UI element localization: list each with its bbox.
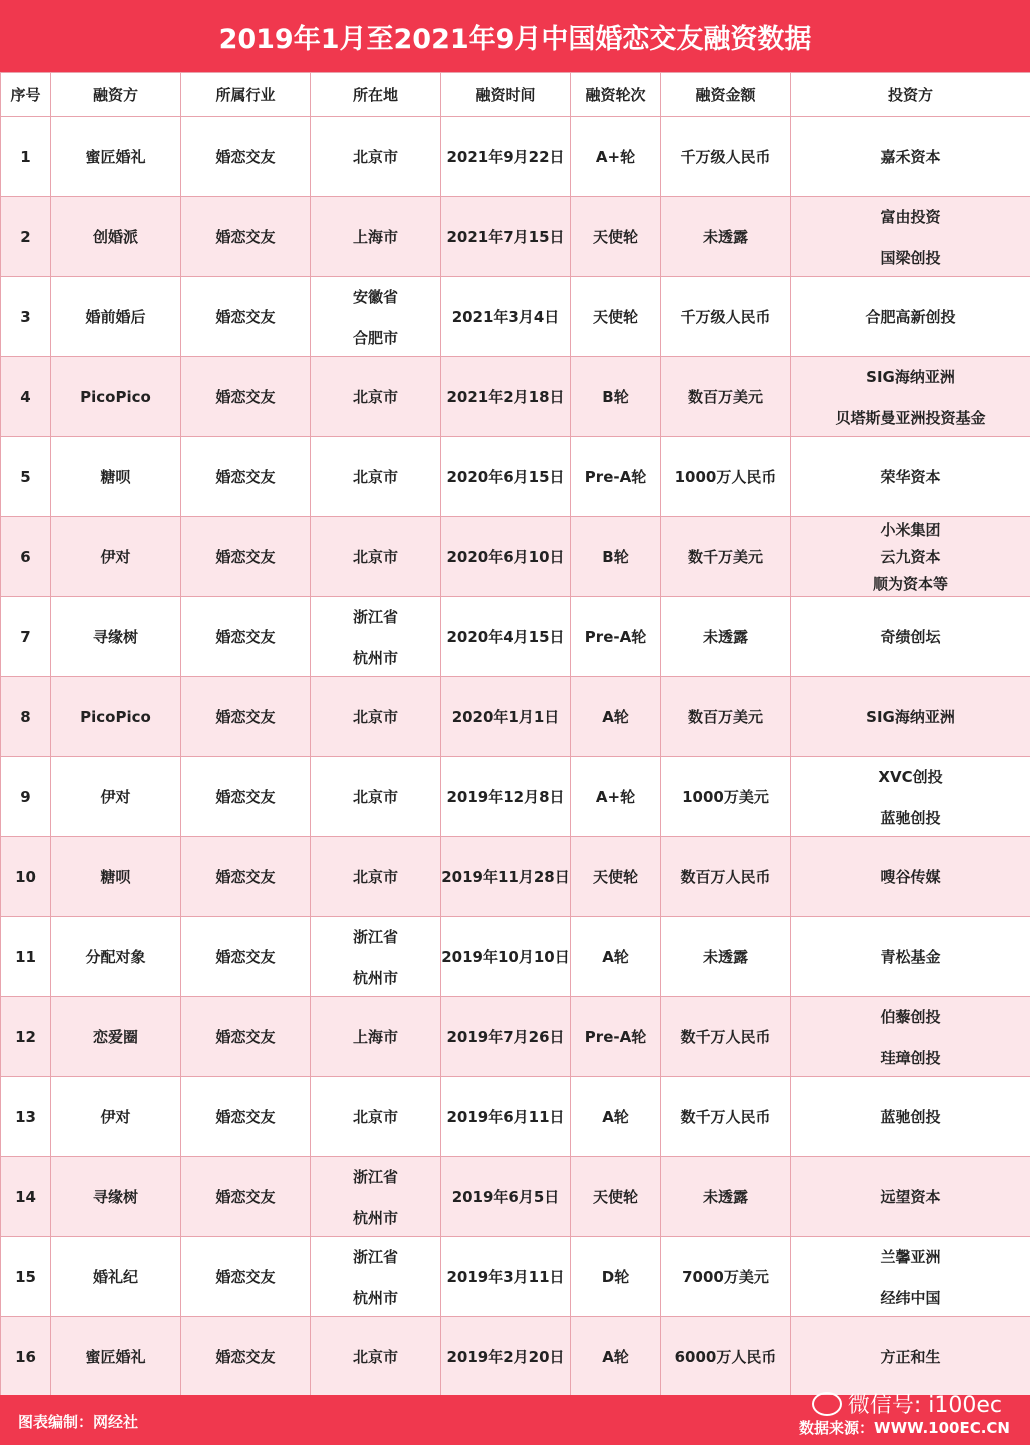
row-location [311,757,441,837]
row-date: 2021年7月15日 [441,197,571,277]
financing-table [0,72,1030,1397]
row-round: A轮 [571,1077,661,1157]
row-location-line: 北京市 [352,1108,398,1126]
row-industry: 婚恋交友 [181,437,311,517]
row-round: D轮 [571,1237,661,1317]
header-date: 融资时间 [441,73,571,117]
row-company: 寻缘树 [51,597,181,677]
row-industry: 婚恋交友 [181,1317,311,1397]
row-location-line: 浙江省 [352,1167,398,1186]
row-location [311,1077,441,1157]
row-investors-line: XVC创投 [878,767,943,786]
row-no: 11 [1,917,51,997]
row-no: 10 [1,837,51,917]
row-location-line: 上海市 [352,228,398,246]
row-industry: 婚恋交友 [181,1157,311,1237]
row-no: 1 [1,117,51,197]
row-date: 2021年3月4日 [441,277,571,357]
row-round: 天使轮 [571,277,661,357]
row-no: 13 [1,1077,51,1157]
row-date: 2019年10月10日 [441,917,571,997]
row-investors [791,917,1030,997]
row-investors-line: 嗖谷传媒 [880,868,941,886]
row-round: A轮 [571,1317,661,1397]
row-no: 7 [1,597,51,677]
footer-credit: 图表编制：网经社 [18,1413,139,1431]
table-row [1,1077,1030,1157]
row-location [311,997,441,1077]
row-investors [791,277,1030,357]
row-company: 蜜匠婚礼 [51,117,181,197]
row-location [311,677,441,757]
row-round: Pre-A轮 [571,437,661,517]
row-no: 9 [1,757,51,837]
row-location-line: 上海市 [352,1028,398,1046]
row-investors-line: 合肥高新创投 [865,308,956,326]
row-no: 2 [1,197,51,277]
row-round: A轮 [571,917,661,997]
row-date: 2020年1月1日 [441,677,571,757]
table-row [1,517,1030,597]
row-no: 12 [1,997,51,1077]
table-body [1,117,1030,1397]
table-row [1,997,1030,1077]
row-industry: 婚恋交友 [181,277,311,357]
row-investors-line: 嘉禾资本 [880,148,941,166]
row-company: 恋爱圈 [51,997,181,1077]
row-location-line: 北京市 [352,1348,398,1366]
table-row [1,357,1030,437]
row-investors [791,117,1030,197]
table-row [1,1237,1030,1317]
row-investors-line: 远望资本 [880,1188,941,1206]
row-investors-line: 伯藜创投 [880,1007,941,1026]
row-investors-line: 荣华资本 [880,468,941,486]
header-industry: 所属行业 [181,73,311,117]
row-location [311,277,441,357]
table-row [1,757,1030,837]
row-location-line: 浙江省 [352,927,398,946]
row-investors-line: 方正和生 [880,1348,941,1366]
row-amount: 1000万美元 [661,757,791,837]
row-investors [791,1237,1030,1317]
row-investors-line: 国梁创投 [880,248,941,267]
table-row [1,917,1030,997]
row-company: 婚礼纪 [51,1237,181,1317]
row-amount: 数百万人民币 [661,837,791,917]
row-investors-line: 贝塔斯曼亚洲投资基金 [835,408,986,427]
row-investors-line: 蓝驰创投 [880,1108,941,1126]
row-investors-line: SIG海纳亚洲 [866,708,955,726]
row-no: 6 [1,517,51,597]
row-location-line: 北京市 [352,468,398,486]
row-industry: 婚恋交友 [181,837,311,917]
row-location-line: 浙江省 [352,607,398,626]
row-amount: 7000万美元 [661,1237,791,1317]
row-location [311,1237,441,1317]
row-investors-line: SIG海纳亚洲 [866,367,955,386]
row-round: B轮 [571,517,661,597]
row-round: Pre-A轮 [571,997,661,1077]
row-amount: 千万级人民币 [661,117,791,197]
row-location-line: 杭州市 [352,1208,398,1227]
row-company: 伊对 [51,517,181,597]
row-location [311,1157,441,1237]
row-industry: 婚恋交友 [181,517,311,597]
row-no: 5 [1,437,51,517]
row-amount: 未透露 [661,197,791,277]
row-date: 2021年9月22日 [441,117,571,197]
row-investors [791,757,1030,837]
footer-source: 数据来源：WWW.100EC.CN [799,1419,1010,1437]
row-industry: 婚恋交友 [181,197,311,277]
row-company: 寻缘树 [51,1157,181,1237]
row-round: B轮 [571,357,661,437]
row-investors [791,437,1030,517]
row-location-line: 北京市 [352,788,398,806]
wechat-icon [812,1392,842,1416]
row-company: 糖呗 [51,437,181,517]
row-date: 2020年6月15日 [441,437,571,517]
row-company: PicoPico [51,677,181,757]
row-industry: 婚恋交友 [181,917,311,997]
row-amount: 数百万美元 [661,677,791,757]
row-company: 创婚派 [51,197,181,277]
row-company: 伊对 [51,1077,181,1157]
table-row [1,597,1030,677]
row-round: A轮 [571,677,661,757]
table-row [1,117,1030,197]
row-location [311,437,441,517]
row-investors [791,837,1030,917]
row-location [311,837,441,917]
header-investors: 投资方 [791,73,1030,117]
header-round: 融资轮次 [571,73,661,117]
row-industry: 婚恋交友 [181,357,311,437]
wechat-watermark [812,1388,1002,1419]
row-investors-line: 顺为资本等 [872,575,948,593]
row-company: 分配对象 [51,917,181,997]
row-round: 天使轮 [571,197,661,277]
row-location-line: 北京市 [352,548,398,566]
row-location-line: 杭州市 [352,1288,398,1307]
row-date: 2020年4月15日 [441,597,571,677]
row-date: 2019年3月11日 [441,1237,571,1317]
table-row [1,677,1030,757]
row-location-line: 浙江省 [352,1247,398,1266]
row-no: 15 [1,1237,51,1317]
row-investors [791,1157,1030,1237]
row-investors [791,197,1030,277]
row-company: 婚前婚后 [51,277,181,357]
row-date: 2019年2月20日 [441,1317,571,1397]
row-amount: 未透露 [661,597,791,677]
row-location-line: 合肥市 [352,328,398,347]
table-row [1,437,1030,517]
row-no: 16 [1,1317,51,1397]
row-amount: 未透露 [661,1157,791,1237]
row-investors [791,357,1030,437]
row-date: 2021年2月18日 [441,357,571,437]
row-location-line: 北京市 [352,868,398,886]
page-title: 2019年1月至2021年9月中国婚恋交友融资数据 [0,0,1030,72]
row-location-line: 杭州市 [352,648,398,667]
row-investors-line: 奇绩创坛 [880,628,941,646]
row-amount: 千万级人民币 [661,277,791,357]
row-no: 3 [1,277,51,357]
row-date: 2019年11月28日 [441,837,571,917]
row-amount: 未透露 [661,917,791,997]
row-investors-line: 蓝驰创投 [880,808,941,827]
row-date: 2019年6月11日 [441,1077,571,1157]
row-investors-line: 云九资本 [880,548,941,566]
row-location-line: 北京市 [352,708,398,726]
header-company: 融资方 [51,73,181,117]
row-location [311,117,441,197]
table-row [1,277,1030,357]
table-row [1,837,1030,917]
row-investors [791,1077,1030,1157]
row-location [311,357,441,437]
row-round: 天使轮 [571,837,661,917]
header-location: 所在地 [311,73,441,117]
row-industry: 婚恋交友 [181,997,311,1077]
table-row [1,1317,1030,1397]
row-investors-line: 兰馨亚洲 [880,1247,941,1266]
row-industry: 婚恋交友 [181,677,311,757]
row-location [311,517,441,597]
row-no: 14 [1,1157,51,1237]
row-investors-line: 经纬中国 [880,1288,941,1307]
row-no: 8 [1,677,51,757]
header-no: 序号 [1,73,51,117]
header-amount: 融资金额 [661,73,791,117]
row-company: PicoPico [51,357,181,437]
row-investors [791,597,1030,677]
row-amount: 数千万美元 [661,517,791,597]
row-company: 糖呗 [51,837,181,917]
row-round: Pre-A轮 [571,597,661,677]
row-amount: 1000万人民币 [661,437,791,517]
row-location [311,597,441,677]
row-investors-line: 富由投资 [880,207,941,226]
row-round: A+轮 [571,757,661,837]
row-amount: 数千万人民币 [661,1077,791,1157]
row-round: A+轮 [571,117,661,197]
row-date: 2019年7月26日 [441,997,571,1077]
table-row [1,197,1030,277]
row-industry: 婚恋交友 [181,597,311,677]
row-location-line: 北京市 [352,388,398,406]
table-header-row [1,73,1030,117]
row-investors [791,997,1030,1077]
row-industry: 婚恋交友 [181,757,311,837]
row-location [311,917,441,997]
row-amount: 数百万美元 [661,357,791,437]
row-investors [791,677,1030,757]
row-no: 4 [1,357,51,437]
row-location [311,197,441,277]
row-location [311,1317,441,1397]
row-location-line: 安徽省 [352,287,398,306]
row-investors [791,517,1030,597]
row-investors [791,1317,1030,1397]
row-date: 2020年6月10日 [441,517,571,597]
row-industry: 婚恋交友 [181,1077,311,1157]
row-investors-line: 珪璋创投 [880,1048,941,1067]
row-investors-line: 青松基金 [880,948,941,966]
row-company: 伊对 [51,757,181,837]
row-date: 2019年12月8日 [441,757,571,837]
row-amount: 数千万人民币 [661,997,791,1077]
row-company: 蜜匠婚礼 [51,1317,181,1397]
row-location-line: 北京市 [352,148,398,166]
wechat-id: 微信号: i100ec [847,1393,1002,1418]
row-location-line: 杭州市 [352,968,398,987]
row-amount: 6000万人民币 [661,1317,791,1397]
row-investors-line: 小米集团 [880,521,941,539]
row-industry: 婚恋交友 [181,117,311,197]
row-date: 2019年6月5日 [441,1157,571,1237]
table-row [1,1157,1030,1237]
row-round: 天使轮 [571,1157,661,1237]
row-industry: 婚恋交友 [181,1237,311,1317]
